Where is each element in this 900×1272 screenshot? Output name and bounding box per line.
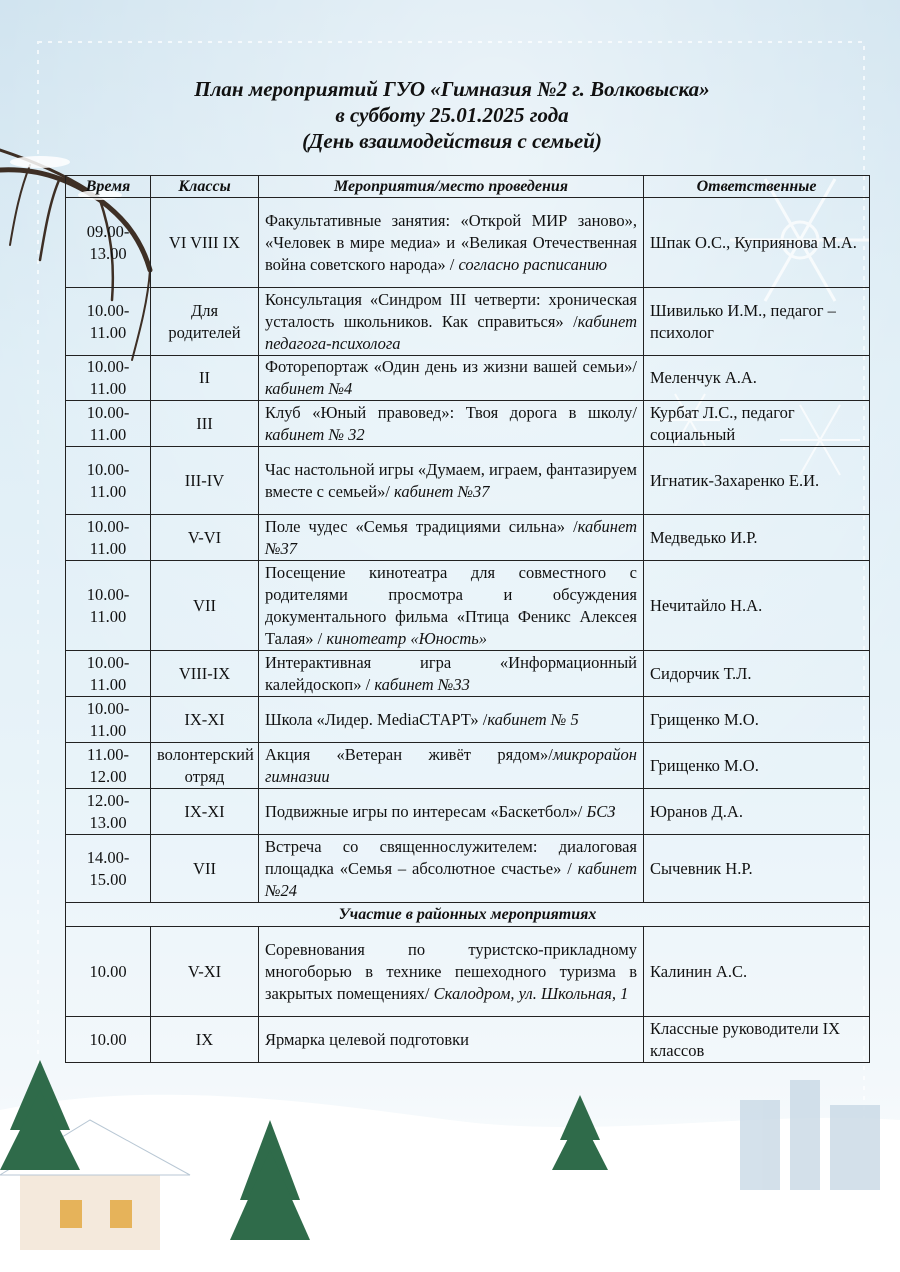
header-events: Мероприятия/место проведения xyxy=(259,176,644,198)
event-place: кабинет №24 xyxy=(265,858,637,900)
cell-event xyxy=(259,743,644,789)
cell-responsible: Классные руководители IX классов xyxy=(644,1017,870,1063)
cell-time: 11.00-12.00 xyxy=(66,743,151,789)
cell-responsible: Сычевник Н.Р. xyxy=(644,835,870,903)
cell-classes: IX xyxy=(151,1017,259,1063)
cell-classes: волонтерский отряд xyxy=(151,743,259,789)
cell-time: 14.00-15.00 xyxy=(66,835,151,903)
cell-classes: VIII-IX xyxy=(151,651,259,697)
table-row xyxy=(66,789,870,835)
event-text: Соревнования по туристско-прикладному многоборью в технике пешеходного туризма в закрытых помещениях/ xyxy=(265,939,637,1003)
cell-event xyxy=(259,835,644,903)
table-row xyxy=(66,288,870,356)
cell-responsible: Меленчук А.А. xyxy=(644,356,870,401)
event-text: Час настольной игры «Думаем, играем, фантазируем вместе с семьей»/ xyxy=(265,459,637,501)
event-text: Акция «Ветеран живёт рядом»/ xyxy=(265,744,553,764)
cell-time: 12.00-13.00 xyxy=(66,789,151,835)
cell-responsible: Шпак О.С., Куприянова М.А. xyxy=(644,198,870,288)
header-time: Время xyxy=(66,176,151,198)
event-place: кабинет №37 xyxy=(394,481,490,501)
cell-responsible: Игнатик-Захаренко Е.И. xyxy=(644,447,870,515)
cell-responsible: Юранов Д.А. xyxy=(644,789,870,835)
cell-time: 10.00-11.00 xyxy=(66,697,151,743)
event-place: согласно расписанию xyxy=(458,254,607,274)
page-title xyxy=(0,76,900,154)
event-text: Поле чудес «Семья традициями сильна» / xyxy=(265,516,578,536)
event-text: Консультация «Синдром III четверти: хроническая усталость школьников. Как справиться» / xyxy=(265,289,637,331)
event-text: Факультативные занятия: «Открой МИР заново», «Человек в мире медиа» и «Великая Отечественная война советского народа» / xyxy=(265,210,637,274)
cell-classes: III-IV xyxy=(151,447,259,515)
section-row xyxy=(66,903,870,927)
table-row xyxy=(66,835,870,903)
table-row xyxy=(66,561,870,651)
cell-classes: III xyxy=(151,401,259,447)
cell-time: 10.00 xyxy=(66,1017,151,1063)
table-row xyxy=(66,697,870,743)
cell-classes: V-VI xyxy=(151,515,259,561)
event-place: микрорайон гимназии xyxy=(265,744,637,786)
cell-event xyxy=(259,651,644,697)
section-title: Участие в районных мероприятиях xyxy=(66,903,870,927)
cell-classes: VII xyxy=(151,835,259,903)
cell-time: 10.00-11.00 xyxy=(66,356,151,401)
event-text: Школа «Лидер. MediaСТАРТ» / xyxy=(265,709,488,729)
cell-time: 10.00-11.00 xyxy=(66,651,151,697)
cell-time: 10.00-11.00 xyxy=(66,561,151,651)
cell-responsible: Медведько И.Р. xyxy=(644,515,870,561)
title-line-2: в субботу 25.01.2025 года xyxy=(335,103,569,127)
event-text: Подвижные игры по интересам «Баскетбол»/ xyxy=(265,801,587,821)
cell-event xyxy=(259,198,644,288)
event-text: Интерактивная игра «Информационный калейдоскоп» / xyxy=(265,652,637,694)
event-place: кинотеатр «Юность» xyxy=(326,628,488,648)
cell-event xyxy=(259,447,644,515)
cell-responsible: Сидорчик Т.Л. xyxy=(644,651,870,697)
cell-responsible: Калинин А.С. xyxy=(644,927,870,1017)
cell-responsible: Нечитайло Н.А. xyxy=(644,561,870,651)
cell-classes: II xyxy=(151,356,259,401)
table-row xyxy=(66,515,870,561)
event-text: Фоторепортаж «Один день из жизни вашей семьи»/ xyxy=(265,357,637,376)
cell-time: 10.00 xyxy=(66,927,151,1017)
cell-event xyxy=(259,697,644,743)
cell-responsible: Шивилько И.М., педагог – психолог xyxy=(644,288,870,356)
cell-event xyxy=(259,515,644,561)
header-responsible: Ответственные xyxy=(644,176,870,198)
cell-classes: IX-XI xyxy=(151,789,259,835)
cell-event xyxy=(259,561,644,651)
cell-responsible: Курбат Л.С., педагог социальный xyxy=(644,401,870,447)
cell-time: 10.00-11.00 xyxy=(66,447,151,515)
cell-responsible: Грищенко М.О. xyxy=(644,743,870,789)
cell-event xyxy=(259,288,644,356)
cell-responsible: Грищенко М.О. xyxy=(644,697,870,743)
cell-classes: IX-XI xyxy=(151,697,259,743)
event-text: Клуб «Юный правовед»: Твоя дорога в школу/ xyxy=(265,402,637,422)
event-place: кабинет №4 xyxy=(265,379,353,398)
table-row xyxy=(66,198,870,288)
cell-event xyxy=(259,401,644,447)
table-row xyxy=(66,447,870,515)
table-row xyxy=(66,1017,870,1063)
event-place: кабинет педагога-психолога xyxy=(265,311,637,353)
table-row xyxy=(66,743,870,789)
cell-time: 09.00-13.00 xyxy=(66,198,151,288)
event-text: Встреча со священнослужителем: диалоговая площадка «Семья – абсолютное счастье» / xyxy=(265,836,637,878)
table-row xyxy=(66,927,870,1017)
event-place: кабинет №37 xyxy=(265,516,637,558)
event-place: кабинет №33 xyxy=(374,674,470,694)
title-line-1: План мероприятий ГУО «Гимназия №2 г. Волковыска» xyxy=(194,77,710,101)
cell-event xyxy=(259,356,644,401)
table-row xyxy=(66,356,870,401)
title-line-3: (День взаимодействия с семьей) xyxy=(302,129,602,153)
event-text: Посещение кинотеатра для совместного с родителями просмотра и обсуждения документального фильма «Птица Феникс Алексея Талая» / xyxy=(265,562,637,648)
cell-time: 10.00-11.00 xyxy=(66,401,151,447)
cell-event xyxy=(259,927,644,1017)
cell-event xyxy=(259,789,644,835)
cell-classes: VI VIII IX xyxy=(151,198,259,288)
table-row xyxy=(66,651,870,697)
event-place: БСЗ xyxy=(586,801,616,821)
cell-classes: V-XI xyxy=(151,927,259,1017)
cell-time: 10.00-11.00 xyxy=(66,515,151,561)
cell-classes: Для родителей xyxy=(151,288,259,356)
cell-event xyxy=(259,1017,644,1063)
header-classes: Классы xyxy=(151,176,259,198)
events-table xyxy=(65,175,870,1063)
table-row xyxy=(66,401,870,447)
event-place: кабинет № 32 xyxy=(265,424,365,444)
table-header-row xyxy=(66,176,870,198)
event-place: кабинет № 5 xyxy=(487,709,579,729)
event-place: Скалодром, ул. Школьная, 1 xyxy=(433,983,629,1003)
event-text: Ярмарка целевой подготовки xyxy=(265,1029,469,1049)
cell-time: 10.00-11.00 xyxy=(66,288,151,356)
cell-classes: VII xyxy=(151,561,259,651)
